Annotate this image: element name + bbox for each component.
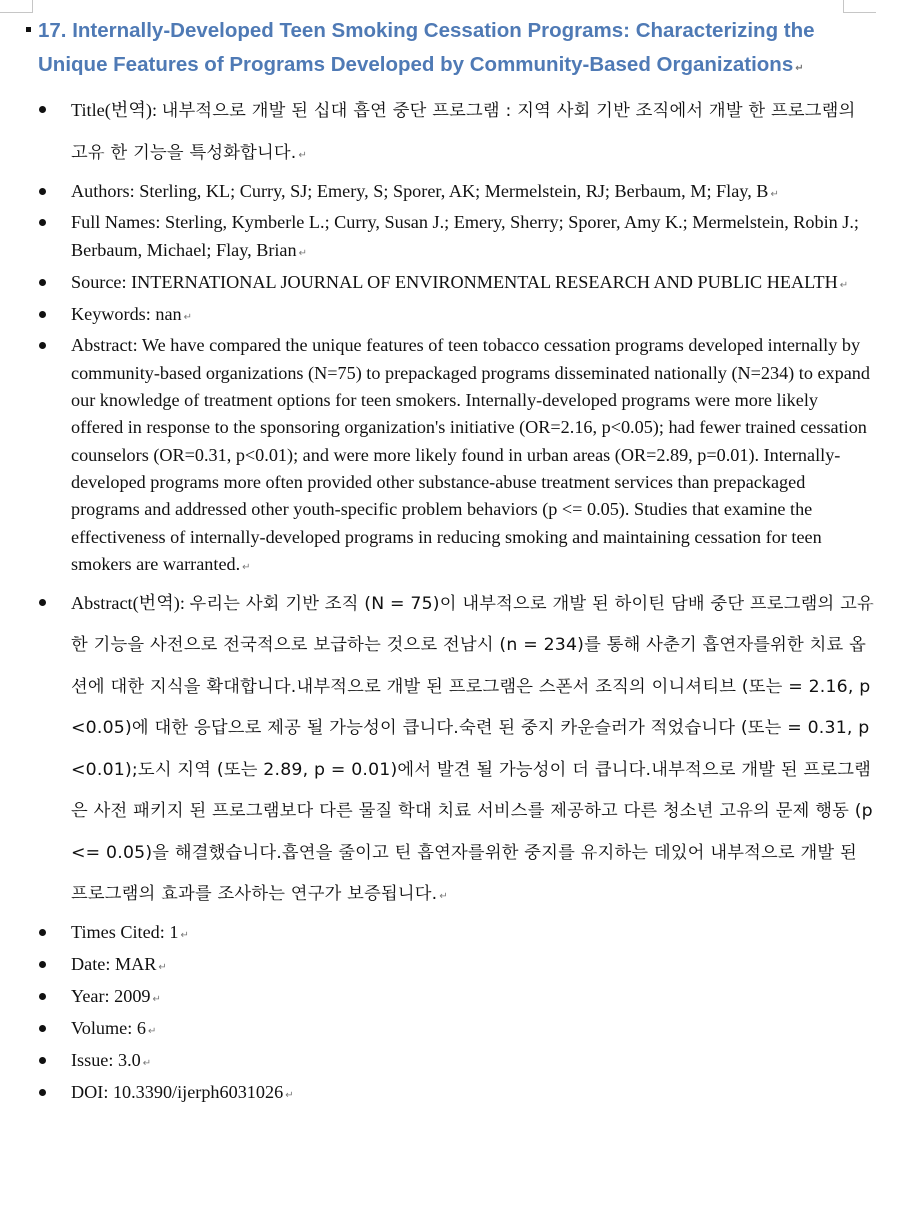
paragraph-mark-icon: ↵: [152, 994, 161, 1006]
field-value: INTERNATIONAL JOURNAL OF ENVIRONMENTAL RESEARCH AND PUBLIC HEALTH: [131, 271, 838, 292]
field-authors: [24, 178, 874, 208]
document-page: [24, 14, 874, 1111]
paragraph-mark-icon: ↵: [439, 891, 448, 903]
heading-bullet-icon: [26, 27, 31, 32]
field-value: 6: [136, 1017, 146, 1038]
field-value: 2009: [114, 986, 151, 1007]
bullet-icon: [39, 188, 46, 195]
field-year: [24, 983, 874, 1013]
field-keywords: [24, 301, 874, 331]
field-title-translation: [24, 90, 874, 176]
bullet-icon: [39, 342, 46, 349]
field-value: 우리는 사회 기반 조직 (N = 75)이 내부적으로 개발 된 하이틴 담배 중단 프로그램의 고유 한 기능을 사전으로 전국적으로 보급하는 것으로 전남시 (n = 234)를 통해 사춘기 흡연자를위한 치료 옵션에 대한 지식을 확대합니다.내부적으로 개발 된 프로그램은 스폰서 조직의 이니셔티브 (또는 = 2.16, p <0.05)에 대한 응답으로 제공 될 가능성이 큽니다.숙련 된 중지 카운슬러가 적었습니다 (또는 = 0.31, p <0.01);도시 지역 (또는 2.89, p = 0.01)에서 발견 될 가능성이 더 큽니다.내부적으로 개발 된 프로그램은 사전 패키지 된 프로그램보다 다른 물질 학대 치료 서비스를 제공하고 다른 청소년 고유의 문제 행동 (p <= 0.05)을 해결했습니다.흡연을 줄이고 틴 흡연자를위한 중지를 유지하는 데있어 내부적으로 개발 된 프로그램의 효과를 조사하는 연구가 보증됩니다.: [71, 593, 874, 905]
field-label: Issue:: [71, 1049, 114, 1070]
field-label: Authors:: [71, 180, 135, 201]
paragraph-mark-icon: ↵: [770, 188, 779, 200]
field-value: Sterling, KL; Curry, SJ; Emery, S; Sporer, AK; Mermelstein, RJ; Berbaum, M; Flay, B: [139, 180, 769, 201]
field-value: 내부적으로 개발 된 십대 흡연 중단 프로그램 : 지역 사회 기반 조직에서 개발 한 프로그램의 고유 한 기능을 특성화합니다.: [71, 101, 856, 163]
bullet-icon: [39, 599, 46, 606]
field-date: [24, 951, 874, 981]
paragraph-mark-icon: ↵: [158, 962, 167, 974]
bullet-icon: [39, 961, 46, 968]
field-label: Volume:: [71, 1017, 133, 1038]
field-label: Full Names:: [71, 212, 161, 233]
field-abstract: [24, 332, 874, 581]
field-label: Source:: [71, 271, 127, 292]
field-label: Title(번역):: [71, 100, 158, 120]
field-issue: [24, 1047, 874, 1077]
field-label: Year:: [71, 986, 110, 1007]
field-value: Sterling, Kymberle L.; Curry, Susan J.; Emery, Sherry; Sporer, Amy K.; Mermelstein, Robin J.; Berbaum, Michael; Flay, Brian: [71, 212, 859, 260]
paragraph-mark-icon: ↵: [298, 149, 307, 161]
field-doi: [24, 1079, 874, 1109]
bullet-icon: [39, 1057, 46, 1064]
page-corner-mark-right: [843, 0, 876, 13]
bullet-icon: [39, 929, 46, 936]
paragraph-mark-icon: ↵: [142, 1057, 152, 1069]
field-label: Times Cited:: [71, 922, 165, 943]
paragraph-mark-icon: ↵: [180, 930, 189, 942]
paragraph-mark-icon: ↵: [298, 247, 307, 259]
bullet-icon: [39, 311, 46, 318]
field-source: [24, 269, 874, 299]
paragraph-mark-icon: ↵: [242, 561, 251, 573]
field-value: 1: [169, 922, 179, 943]
field-label: Abstract:: [71, 335, 138, 356]
paragraph-mark-icon: ↵: [183, 311, 193, 323]
paragraph-mark-icon: ↵: [795, 63, 804, 74]
field-label: Date:: [71, 954, 111, 975]
page-corner-mark-left: [0, 0, 33, 13]
bullet-icon: [39, 219, 46, 226]
field-label: Abstract(번역):: [71, 592, 185, 613]
field-value: We have compared the unique features of teen tobacco cessation programs developed internally by community-based organizations (N=75) to prepackaged programs disseminated nationally (N=234) to expand our knowledge of treatment options for teen smokers. Internally-developed programs were more likely offered in response to the sponsoring organization's initiative (OR=2.16, p<0.05); had fewer trained cessation counselors (OR=0.31, p<0.01); and were more likely found in urban areas (OR=2.89, p=0.01). Internally-developed programs more often provided other substance-abuse treatment services than prepackaged programs and addressed other youth-specific problem behaviors (p <= 0.05). Studies that examine the effectiveness of internally-developed programs in reducing smoking and maintaining cessation for teen smokers are warranted.: [71, 335, 870, 574]
field-label: Keywords:: [71, 303, 151, 324]
paragraph-mark-icon: ↵: [285, 1089, 294, 1101]
bullet-icon: [39, 279, 46, 286]
field-value: MAR: [114, 954, 157, 975]
paragraph-mark-icon: ↵: [839, 279, 849, 291]
bullet-icon: [39, 1089, 46, 1096]
bullet-icon: [39, 1025, 46, 1032]
field-value: 3.0: [117, 1049, 141, 1070]
entry-field-list: [24, 90, 874, 1109]
bullet-icon: [39, 106, 46, 113]
paragraph-mark-icon: ↵: [147, 1025, 157, 1037]
entry-heading-text: 17. Internally-Developed Teen Smoking Cessation Programs: Characterizing the Unique Features of Programs Developed by Community-Based Organizations: [38, 19, 815, 76]
field-abstract-translation: [24, 583, 874, 918]
bullet-icon: [39, 993, 46, 1000]
field-value: 10.3390/ijerph6031026: [112, 1081, 284, 1102]
entry-heading: [24, 14, 874, 86]
field-times-cited: [24, 919, 874, 949]
field-full-names: [24, 209, 874, 267]
field-label: DOI:: [71, 1081, 109, 1102]
field-volume: [24, 1015, 874, 1045]
field-value: nan: [155, 303, 182, 324]
